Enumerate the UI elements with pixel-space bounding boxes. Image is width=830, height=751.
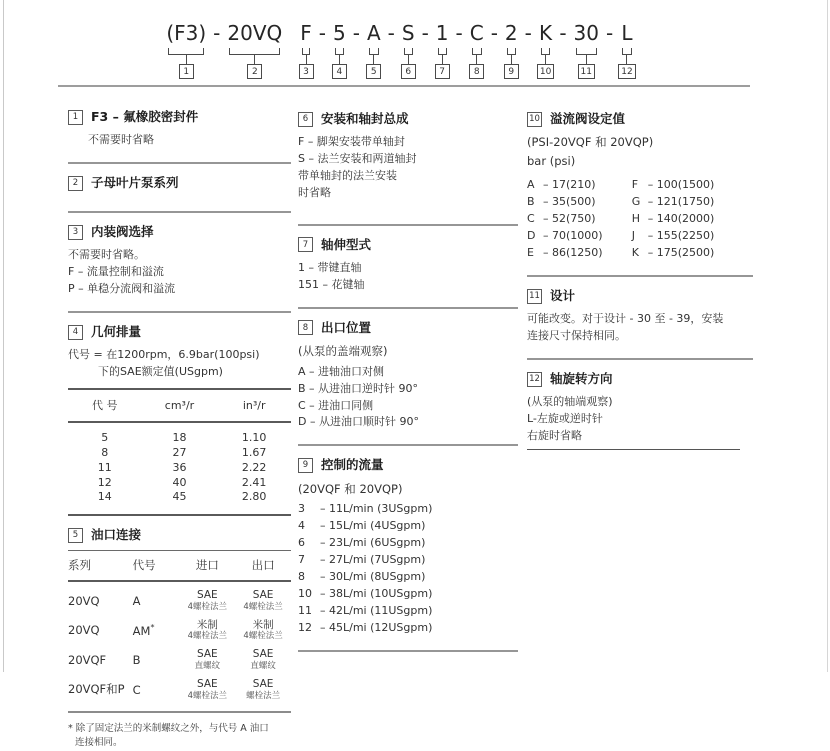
relief-value: – 175(2500) (647, 246, 715, 260)
flow-item (298, 603, 518, 619)
code-number-box: 4 (332, 64, 347, 79)
flow-value: – 30L/mi (8USgpm) (320, 569, 426, 583)
relief-item (527, 228, 630, 244)
section-text: 带单轴封的法兰安装 (298, 169, 397, 182)
code-text: 1 (435, 21, 449, 45)
section-number-box: 2 (68, 176, 83, 191)
flow-item (298, 552, 518, 568)
section-design (527, 277, 753, 360)
scan-edge-right (827, 0, 828, 672)
cell: 40 (172, 475, 187, 489)
relief-value: – 52(750) (543, 212, 596, 226)
code-segment (164, 20, 208, 79)
code-number-box: 10 (537, 64, 554, 79)
section-title: 轴旋转方向 (550, 371, 613, 387)
section-note: (20VQF 和 20VQP) (298, 481, 403, 496)
section-header (68, 174, 291, 192)
flow-code: 12 (298, 620, 312, 634)
section-title: F3 – 氟橡胶密封件 (91, 109, 199, 124)
cell-inlet (179, 619, 235, 643)
section-displacement (68, 313, 291, 516)
cell-code (133, 592, 180, 610)
relief-value: – 35(500) (543, 195, 596, 209)
code-number-box: 11 (578, 64, 595, 79)
flow-value: – 11L/min (3USgpm) (320, 502, 433, 516)
outlet-detail: 直螺纹 (250, 660, 276, 671)
underbrace (369, 48, 379, 55)
connector-line (476, 55, 477, 64)
outlet-detail: 螺栓法兰 (246, 690, 281, 701)
underbrace (404, 48, 413, 55)
header-divider (58, 85, 750, 87)
outlet-detail: 4螺栓法兰 (243, 601, 283, 612)
inlet-type: SAE (197, 589, 218, 602)
code-text: 2 (504, 21, 518, 45)
code-value: A (132, 593, 141, 608)
cell: 11 (97, 460, 112, 474)
code-segment (400, 20, 417, 79)
column-header: in³/r (242, 399, 266, 413)
flow-value: – 45L/mi (12USgpm) (320, 620, 433, 634)
connector-line (306, 55, 307, 64)
section-number-box: 8 (298, 320, 313, 335)
connector-line (442, 55, 443, 64)
cell-inlet (179, 589, 235, 613)
code-segment (298, 20, 314, 79)
code-separator: - (455, 21, 463, 45)
cell: 27 (172, 445, 187, 459)
column-header: 系列 (68, 558, 91, 573)
section-number-box: 4 (68, 325, 83, 340)
section-text: F – 脚架安装带单轴封 (298, 135, 405, 149)
flow-item (298, 518, 518, 534)
section-pump-series (68, 164, 291, 213)
section-note: bar (psi) (527, 153, 576, 168)
underbrace (229, 48, 280, 55)
flow-code: 6 (298, 536, 305, 550)
code-number-box: 8 (469, 64, 484, 79)
table-row (68, 461, 291, 476)
flow-code: 10 (298, 586, 312, 600)
code-separator: - (213, 21, 221, 45)
code-text: K (539, 21, 553, 45)
cell: 1.10 (241, 431, 267, 445)
code-segment (331, 20, 348, 79)
cell-series: 20VQF (68, 652, 107, 667)
section-number-box: 1 (68, 110, 83, 125)
section-text: S – 法兰安装和两道轴封 (298, 152, 417, 166)
section-header (527, 110, 753, 128)
underbrace (507, 48, 516, 55)
code-number-box: 2 (247, 64, 262, 79)
code-segment (618, 20, 635, 79)
table-header-row (68, 551, 291, 582)
code-number-box: 12 (618, 64, 635, 79)
section-text: 右旋时省略 (527, 429, 582, 443)
relief-item (527, 211, 630, 227)
code-separator: - (387, 21, 395, 45)
section-text: 151 – 花键轴 (298, 277, 365, 291)
outlet-type: SAE (252, 648, 274, 661)
relief-value: – 140(2000) (647, 212, 715, 226)
section-text: F – 流量控制和溢流 (68, 265, 164, 279)
relief-code: D (527, 229, 536, 243)
code-segment (225, 20, 284, 79)
cell-series: 20VQ (68, 593, 100, 608)
connector-line (511, 55, 512, 64)
section-title: 子母叶片泵系列 (91, 175, 179, 191)
section-port-connection (68, 516, 291, 751)
code-number-box: 3 (299, 64, 314, 79)
cell: 14 (97, 490, 112, 504)
displacement-table (68, 388, 291, 516)
section-header (68, 526, 291, 544)
section-mounting-seal (298, 100, 518, 226)
section-title: 油口连接 (91, 527, 142, 543)
section-header (298, 110, 518, 128)
section-text: (从泵的轴端观察) (527, 395, 613, 409)
footnote-line: 连接相同。 (75, 737, 123, 749)
code-separator: - (606, 21, 614, 45)
flow-value: – 42L/mi (11USgpm) (320, 603, 433, 617)
section-text: D – 从进油口顺时针 90° (298, 415, 419, 429)
section-header (68, 108, 291, 126)
section-text: 可能改变。对于设计 - 30 至 - 39，安装 (527, 312, 724, 326)
section-f3-seal (68, 98, 291, 164)
code-text: 30 (573, 21, 599, 45)
section-text: L-左旋或逆时针 (527, 412, 603, 426)
section-text: 代号 = 在1200rpm，6.9bar(100psi) (68, 348, 260, 362)
flow-item (298, 569, 518, 585)
cell-outlet (235, 589, 291, 613)
code-segment (365, 20, 383, 79)
relief-code: J (631, 229, 635, 243)
underbrace (622, 48, 631, 55)
section-text: 下的SAE额定值(USgpm) (98, 365, 223, 379)
section-text: A – 进轴油口对侧 (298, 364, 385, 378)
column-header: 出口 (251, 558, 275, 573)
flow-value: – 23L/mi (6USgpm) (320, 536, 426, 550)
flow-item (298, 501, 518, 517)
section-title: 内装阀选择 (91, 224, 154, 240)
relief-item (527, 245, 630, 261)
flow-item (298, 535, 518, 551)
cell: 8 (101, 445, 109, 459)
connector-line (626, 55, 627, 64)
outlet-type: 米制 (252, 618, 274, 631)
inlet-type: SAE (197, 678, 218, 690)
table-body (68, 582, 291, 713)
code-value: C (132, 682, 141, 697)
section-title: 溢流阀设定值 (550, 111, 626, 126)
cell-code (133, 681, 180, 699)
port-table (68, 550, 291, 712)
section-header (527, 370, 753, 388)
code-separator: - (524, 21, 532, 45)
section-text: P – 单稳分流阀和溢流 (68, 282, 176, 296)
section-text: C – 进油口同侧 (298, 398, 374, 412)
flow-item (298, 586, 518, 602)
code-separator: - (421, 21, 429, 45)
relief-left-list (527, 176, 630, 262)
connector-line (586, 55, 587, 64)
relief-item (632, 194, 753, 210)
underbrace (576, 48, 597, 55)
section-title: 安装和轴封总成 (321, 111, 409, 126)
cell-series: 20VQF和P (68, 682, 125, 697)
table-footnote (68, 722, 291, 751)
relief-code: K (631, 246, 639, 260)
scan-edge-left (3, 0, 4, 672)
relief-item (527, 177, 630, 193)
code-number-box: 5 (366, 64, 381, 79)
code-separator: - (318, 21, 326, 45)
connector-line (373, 55, 374, 64)
relief-code: A (527, 178, 535, 192)
section-number-box: 7 (298, 237, 313, 252)
section-header (298, 319, 518, 337)
section-controlled-flow (298, 446, 518, 651)
table-row (68, 675, 291, 705)
cell: 2.80 (241, 490, 267, 504)
underbrace (335, 48, 344, 55)
section-title: 控制的流量 (321, 457, 384, 473)
underbrace (168, 48, 204, 55)
cell-outlet (235, 648, 291, 672)
code-text: (F3) (166, 21, 207, 45)
underbrace (302, 48, 310, 55)
flow-code: 11 (298, 603, 312, 617)
section-text: 1 – 带键直轴 (298, 261, 362, 274)
cell-series: 20VQ (68, 623, 100, 638)
relief-code: F (631, 178, 639, 192)
flow-item (298, 620, 518, 636)
code-number-box: 9 (504, 64, 519, 79)
column-header: 代 号 (92, 399, 118, 413)
section-text: 不需要时省略。 (68, 248, 145, 262)
section-shaft-type (298, 226, 518, 309)
left-column (68, 98, 291, 751)
section-internal-valve (68, 213, 291, 313)
column-header: cm³/r (164, 399, 195, 413)
inlet-type: SAE (197, 648, 218, 661)
section-header (68, 223, 291, 241)
code-separator: - (490, 21, 498, 45)
section-relief-setting (527, 100, 753, 277)
code-text: 20VQ (227, 21, 283, 45)
relief-item (632, 211, 753, 227)
flow-code: 3 (298, 502, 305, 516)
cell: 45 (172, 490, 187, 504)
code-number-box: 1 (179, 64, 194, 79)
table-row (68, 431, 291, 446)
column-header: 代号 (132, 558, 156, 573)
section-text: 连接尺寸保持相同。 (527, 329, 626, 343)
cell-inlet (179, 648, 235, 672)
flow-value: – 38L/mi (10USgpm) (320, 586, 433, 600)
middle-column (298, 100, 518, 652)
inlet-detail: 4螺栓法兰 (187, 690, 228, 701)
code-text: C (469, 21, 484, 45)
code-value: B (132, 653, 141, 668)
relief-code: B (527, 195, 535, 209)
section-note: (PSI-20VQF 和 20VQP) (527, 135, 654, 150)
flow-code: 4 (298, 519, 305, 533)
table-header-row (68, 390, 291, 423)
inlet-detail: 4螺栓法兰 (187, 601, 228, 612)
relief-value: – 100(1500) (647, 178, 715, 192)
underbrace (438, 48, 447, 55)
section-text: 时省略 (298, 185, 331, 199)
relief-code: G (631, 195, 641, 209)
code-text: 5 (333, 21, 346, 45)
table-row (68, 446, 291, 461)
code-separator: - (352, 21, 360, 45)
relief-code: C (527, 212, 535, 226)
section-number-box: 6 (298, 112, 313, 127)
cell: 5 (101, 431, 109, 445)
code-text: F (300, 21, 312, 45)
relief-value: – 17(210) (543, 178, 596, 192)
relief-code: H (631, 212, 641, 226)
section-title: 几何排量 (91, 324, 142, 340)
section-title: 设计 (550, 288, 576, 304)
outlet-detail: 4螺栓法兰 (243, 631, 283, 642)
section-title: 出口位置 (321, 319, 372, 335)
section-header (68, 323, 291, 341)
cell: 12 (97, 475, 112, 489)
cell-code (133, 622, 180, 640)
table-row (68, 645, 291, 675)
code-separator: - (559, 21, 567, 45)
relief-value: – 155(2250) (647, 229, 715, 243)
relief-right-list (632, 176, 753, 262)
section-header (527, 287, 753, 305)
relief-item (632, 245, 753, 261)
section-header (298, 456, 518, 474)
connector-line (339, 55, 340, 64)
section-number-box: 12 (527, 372, 542, 387)
connector-line (408, 55, 409, 64)
section-title: 轴伸型式 (321, 236, 372, 252)
section-number-box: 9 (298, 458, 313, 473)
code-number-box: 7 (435, 64, 450, 79)
right-column (527, 100, 753, 450)
section-outlet-position (298, 309, 518, 447)
table-body (68, 423, 291, 516)
section-rotation (527, 360, 753, 450)
cell: 2.41 (241, 475, 267, 489)
code-number-box: 6 (401, 64, 416, 79)
section-number-box: 3 (68, 225, 83, 240)
cell: 36 (172, 460, 187, 474)
table-row (68, 490, 291, 505)
section-text: 不需要时省略 (88, 133, 154, 147)
code-segment (468, 20, 486, 79)
table-row (68, 616, 291, 646)
code-text: L (621, 21, 633, 45)
connector-line (545, 55, 546, 64)
section-text: B – 从进油口逆时针 90° (298, 381, 419, 395)
section-number-box: 5 (68, 528, 83, 543)
relief-item (527, 194, 630, 210)
flow-value: – 27L/mi (7USgpm) (320, 553, 426, 567)
table-row (68, 586, 291, 616)
rotation-text-block (527, 394, 740, 450)
connector-line (186, 55, 187, 64)
code-text: A (366, 21, 381, 45)
code-segment (572, 20, 601, 79)
inlet-detail: 直螺纹 (194, 660, 221, 671)
relief-settings-list (527, 176, 753, 262)
relief-item (632, 177, 753, 193)
cell-code (133, 651, 180, 669)
cell-inlet (179, 678, 235, 702)
table-row (68, 476, 291, 491)
cell-outlet (235, 619, 291, 643)
flow-value: – 15L/mi (4USgpm) (320, 519, 426, 533)
relief-value: – 121(1750) (647, 195, 715, 209)
code-segment (503, 20, 520, 79)
cell-outlet (235, 678, 291, 702)
relief-item (632, 228, 753, 244)
section-number-box: 11 (527, 289, 542, 304)
cell: 1.67 (241, 445, 267, 459)
code-text: S (401, 21, 415, 45)
column-header: 进口 (195, 558, 219, 573)
section-header (298, 236, 518, 254)
flow-code: 7 (298, 553, 305, 567)
relief-value: – 86(1250) (543, 246, 603, 260)
code-footmark: * (150, 622, 155, 632)
model-code-diagram (110, 20, 690, 79)
code-segment (434, 20, 451, 79)
underbrace (472, 48, 482, 55)
connector-line (254, 55, 255, 64)
outlet-type: SAE (252, 589, 274, 602)
relief-code: E (527, 246, 534, 260)
section-number-box: 10 (527, 112, 542, 127)
section-note: (从泵的盖端观察) (298, 344, 388, 358)
outlet-type: SAE (252, 678, 274, 690)
cell: 2.22 (241, 460, 267, 474)
flow-code: 8 (298, 569, 305, 583)
code-value: AM (132, 623, 151, 638)
inlet-type: 米制 (196, 618, 218, 631)
relief-value: – 70(1000) (543, 229, 603, 243)
underbrace (541, 48, 550, 55)
footnote-line: * 除了固定法兰的米制螺纹之外，与代号 A 油口 (68, 722, 269, 734)
cell: 18 (172, 431, 187, 445)
inlet-detail: 4螺栓法兰 (187, 631, 228, 642)
code-segment (537, 20, 554, 79)
